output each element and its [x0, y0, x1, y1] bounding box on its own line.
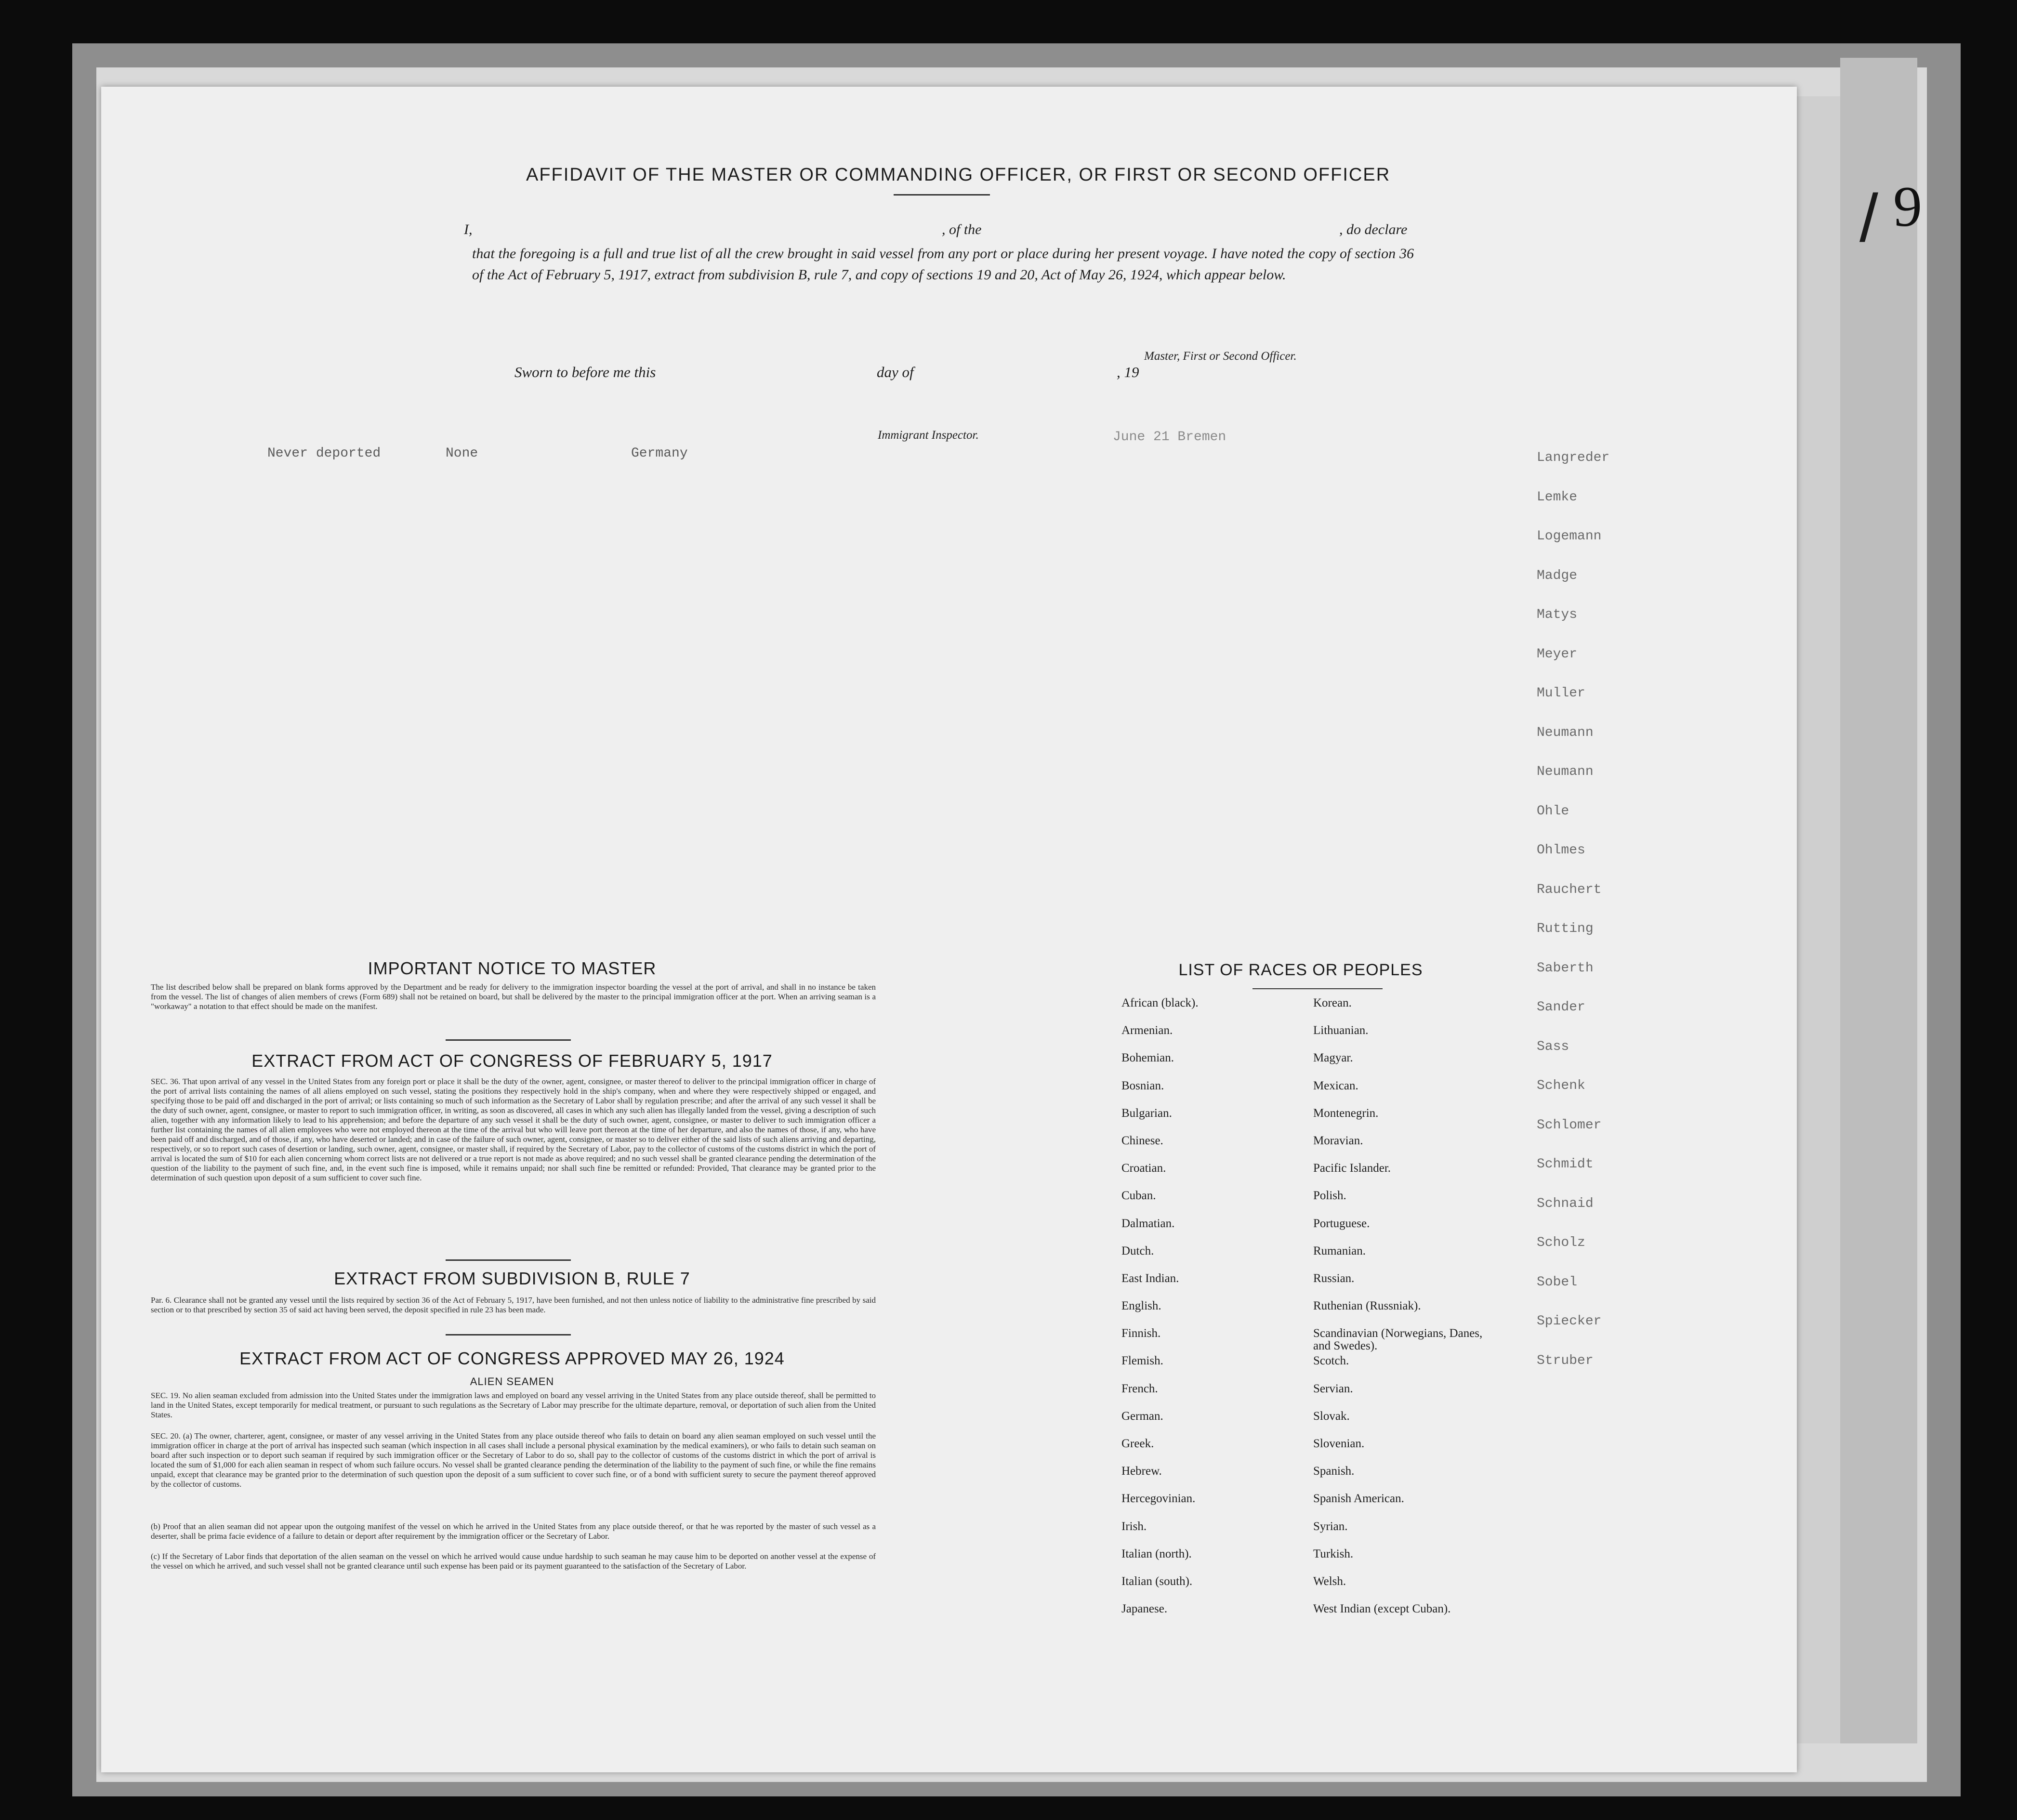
race-item: Pacific Islander.	[1313, 1162, 1391, 1175]
race-item: Dutch.	[1121, 1244, 1154, 1257]
race-item: Turkish.	[1313, 1547, 1354, 1560]
crew-surname: Neumann	[1537, 764, 1594, 779]
race-item: East Indian.	[1121, 1271, 1179, 1285]
race-item: French.	[1121, 1382, 1158, 1395]
extract-1917-text: SEC. 36. That upon arrival of any vessel in the United States from any foreign port or place it shall be the duty of the owner, agent, consignee, or master thereof to deliver to the principal immigration officer in charge of the port of arrival lists containing the names of all aliens employed on such vessel, stating the positions they respectively hold in the ship's company, when and where they were respectively shipped or engaged, and specifying those to be paid off and discharged in the port of arrival; or lists containing so much of such information as the Secretary of Labor shall by regulation prescribe; and after the arrival of any such vessel it shall be the duty of such owner, agent, consignee, or master to report to such immigration officer, in writing, as soon as discovered, all cases in which any such alien has illegally landed from the vessel, giving a description of such alien, together with any information likely to lead to his apprehension; and before the departure of any such vessel it shall be the duty of such owner, agent, consignee, or master to deliver to such immigration officer a further list containing the names of all alien employees who were not employed thereon at the time of the arrival but who will leave port thereon at the time of her departure, and also the names of those, if any, who have been paid off and discharged, and of those, if any, who have deserted or landed; and in case of the failure of such owner, agent, consignee, or master so to deliver either of the said lists of such aliens arriving and departing, respectively, or so to report such cases of desertion or landing, such owner, agent, consignee, or master shall, if required by the Secretary of Labor, pay to the collector of customs of the customs district in which the port of arrival is located the sum of $10 for each alien concerning whom correct lists are not delivered or a true report is not made as above required; and no such vessel shall be granted clearance pending the determination of the question of the liability to the payment of such fine, and, in the event such fine is imposed, while it remains unpaid; nor shall such fine be remitted or refunded: Provided, That clearance may be granted prior to the determination of such question upon deposit of a sum sufficient to cover such fine.	[151, 1077, 876, 1182]
races-column-left	[1121, 997, 1199, 1630]
race-item: Chinese.	[1121, 1134, 1163, 1147]
race-item: Irish.	[1121, 1519, 1147, 1533]
race-item: Mexican.	[1313, 1079, 1358, 1092]
race-item: English.	[1121, 1299, 1161, 1313]
race-item: Greek.	[1121, 1437, 1154, 1450]
race-item: Lithuanian.	[1313, 1024, 1369, 1037]
crew-surname: Struber	[1537, 1353, 1594, 1368]
race-item: Scandinavian (Norwegians, Danes, and Swedes).	[1313, 1327, 1483, 1353]
sec19-text: SEC. 19. No alien seaman excluded from admission into the United States under the immigration laws and employed on board any vessel arriving in the United States from any place outside thereof, shall be permitted to land in the United States, except temporarily for medical treatment, or pursuant to such regulations as the Secretary of Labor may prescribe for the ultimate departure, removal, or deportation of such alien from the United States.	[151, 1391, 876, 1419]
right-margin	[1840, 58, 1917, 1743]
crew-surname: Matys	[1537, 607, 1578, 622]
race-item: Portuguese.	[1313, 1217, 1370, 1230]
sec20c-text: (c) If the Secretary of Labor finds that deportation of the alien seaman on the vessel on which he arrived would cause undue hardship to such seaman he may cause him to be deported on another vessel at the expense of the vessel on which he arrived, and such vessel shall not be granted clearance until such expense has been paid or its payment guaranteed to the satisfaction of the Secretary of Labor.	[151, 1552, 876, 1571]
race-item: Bosnian.	[1121, 1079, 1164, 1092]
sec20b-text: (b) Proof that an alien seaman did not appear upon the outgoing manifest of the vessel on which he arrived in the United States from any place outside thereof, or that he was reported by the master of such vessel as a deserter, shall be prima facie evidence of a failure to detain or deport after requirement by the immigration officer or the Secretary of Labor.	[151, 1522, 876, 1541]
races-title: LIST OF RACES OR PEOPLES	[1178, 961, 1423, 979]
day-of-label: day of	[877, 364, 914, 380]
race-item: Cuban.	[1121, 1189, 1156, 1203]
sheet-edge	[1797, 96, 1840, 1743]
race-item: Flemish.	[1121, 1354, 1163, 1368]
race-item: Japanese.	[1121, 1602, 1168, 1616]
typed-note: June 21 Bremen	[1113, 430, 1226, 445]
affidavit-body: that the foregoing is a full and true list of all the crew brought in said vessel from any port or place during her present voyage. I have noted the copy of section 36 of the Act of February 5, 1917, extract from subdivision B, rule 7, and copy of sections 19 and 20, Act of May 26, 1924, which appear below.	[472, 246, 1414, 283]
race-item: German.	[1121, 1409, 1163, 1423]
alien-seamen-subtitle: ALIEN SEAMEN	[470, 1375, 554, 1388]
race-item: Servian.	[1313, 1382, 1353, 1395]
race-item: Italian (south).	[1121, 1574, 1193, 1588]
race-item: Ruthenian (Russniak).	[1313, 1299, 1421, 1313]
crew-surname: Schlomer	[1537, 1117, 1602, 1133]
crew-surname: Schenk	[1537, 1078, 1585, 1093]
affidavit-of-the: , of the	[942, 222, 982, 237]
race-item: Magyar.	[1313, 1051, 1353, 1065]
race-item: Spanish American.	[1313, 1492, 1404, 1506]
race-item: Syrian.	[1313, 1519, 1348, 1533]
race-item: Finnish.	[1121, 1327, 1161, 1340]
crew-surname: Madge	[1537, 568, 1578, 583]
race-item: Slovak.	[1313, 1409, 1350, 1423]
typed-note: Never deported	[267, 446, 381, 461]
race-item: Russian.	[1313, 1271, 1355, 1285]
rule7-title: EXTRACT FROM SUBDIVISION B, RULE 7	[334, 1269, 690, 1288]
handwritten-mark: /	[1859, 180, 1878, 256]
crew-surname: Spiecker	[1537, 1314, 1602, 1329]
section-rule	[446, 1334, 571, 1336]
extract-1917-title: EXTRACT FROM ACT OF CONGRESS OF FEBRUARY 5, 1917	[251, 1051, 773, 1071]
race-item: Croatian.	[1121, 1162, 1166, 1175]
race-item: Moravian.	[1313, 1134, 1363, 1147]
affidavit-title: AFFIDAVIT OF THE MASTER OR COMMANDING OFFICER, OR FIRST OR SECOND OFFICER	[526, 165, 1391, 185]
sworn-label: Sworn to before me this	[514, 364, 656, 380]
sec20a-text: SEC. 20. (a) The owner, charterer, agent, consignee, or master of any vessel arriving in the United States from any place outside thereof who fails to detain on board any alien seaman employed on such vessel until the immigration officer in charge at the port of arrival has inspected such seaman (which inspection in all cases shall include a personal physical examination by the medical examiners), or who fails to detain such seaman on board after such inspection or to deport such seaman if required by such immigration officer or the Secretary of Labor to do so, shall pay to the collector of customs of the customs district in which the port of arrival is located the sum of $1,000 for each alien seaman in respect of whom such failure occurs. No vessel shall be granted clearance pending the determination of the liability to the payment of such fine, or while the fine remains unpaid, except that clearance may be granted prior to the determination of such question upon the deposit of a sum sufficient to cover such fine, or of a bond with sufficient surety to secure the payment thereof approved by the collector of customs.	[151, 1431, 876, 1489]
crew-surname: Neumann	[1537, 725, 1594, 740]
crew-surname: Saberth	[1537, 960, 1594, 976]
title-rule	[894, 194, 990, 196]
crew-surname: Schmidt	[1537, 1157, 1594, 1172]
crew-surname: Meyer	[1537, 646, 1578, 662]
race-item: West Indian (except Cuban).	[1313, 1602, 1451, 1616]
handwritten-digit: 9	[1893, 174, 1922, 238]
crew-surname: Sobel	[1537, 1274, 1578, 1290]
crew-surname: Scholz	[1537, 1235, 1585, 1250]
race-item: Dalmatian.	[1121, 1217, 1175, 1230]
race-item: Bulgarian.	[1121, 1106, 1172, 1120]
race-item: Scotch.	[1313, 1354, 1349, 1368]
crew-surname: Sander	[1537, 1000, 1585, 1015]
master-signature-label: Master, First or Second Officer.	[1144, 350, 1297, 363]
rule7-text: Par. 6. Clearance shall not be granted any vessel until the lists required by section 36 of the Act of February 5, 1917, have been furnished, and not then unless notice of liability to the administrative fine prescribed by said section or to that prescribed by section 35 of said act having been served, the deposit specified in rule 23 has been made.	[151, 1296, 876, 1314]
typed-note: None	[446, 446, 478, 461]
notice-text: The list described below shall be prepared on blank forms approved by the Department and be ready for delivery to the immigration inspector boarding the vessel at the port of arrival, and shall in no instance be taken from the vessel. The list of changes of alien members of crews (Form 689) shall not be retained on board, but shall be delivered by the master to the principal immigration officer at the port. When an arriving seaman is a "workaway" a notation to that effect should be made on the manifest.	[151, 982, 876, 1011]
race-item: Hercegovinian.	[1121, 1492, 1196, 1506]
section-rule	[446, 1259, 571, 1261]
race-item: Italian (north).	[1121, 1547, 1192, 1560]
affidavit-do-declare: , do declare	[1339, 222, 1408, 237]
typed-note: Germany	[631, 446, 688, 461]
crew-surname: Muller	[1537, 686, 1585, 701]
race-item: Welsh.	[1313, 1574, 1346, 1588]
race-item: Spanish.	[1313, 1465, 1355, 1478]
race-item: Montenegrin.	[1313, 1106, 1379, 1120]
inspector-signature-label: Immigrant Inspector.	[878, 429, 979, 442]
crew-surname: Ohlmes	[1537, 843, 1585, 858]
crew-surname: Lemke	[1537, 489, 1578, 505]
race-item: Bohemian.	[1121, 1051, 1174, 1065]
race-item: African (black).	[1121, 996, 1199, 1009]
race-item: Slovenian.	[1313, 1437, 1365, 1450]
races-column-right	[1313, 997, 1487, 1630]
crew-surname: Rauchert	[1537, 882, 1602, 897]
year-prefix: , 19	[1117, 364, 1139, 380]
crew-surname: Schnaid	[1537, 1196, 1594, 1211]
notice-title: IMPORTANT NOTICE TO MASTER	[368, 958, 657, 978]
race-item: Hebrew.	[1121, 1465, 1162, 1478]
race-item: Polish.	[1313, 1189, 1346, 1203]
races-rule	[1252, 988, 1383, 989]
crew-surname: Rutting	[1537, 921, 1594, 936]
extract-1924-title: EXTRACT FROM ACT OF CONGRESS APPROVED MAY 26, 1924	[239, 1349, 785, 1368]
race-item: Rumanian.	[1313, 1244, 1366, 1257]
section-rule	[446, 1039, 571, 1041]
race-item: Armenian.	[1121, 1024, 1173, 1037]
affidavit-i: I,	[464, 222, 473, 237]
crew-surname: Ohle	[1537, 803, 1569, 819]
crew-surname: Langreder	[1537, 450, 1610, 465]
crew-surname: Sass	[1537, 1039, 1569, 1054]
race-item: Korean.	[1313, 996, 1352, 1009]
crew-surname: Logemann	[1537, 529, 1602, 544]
